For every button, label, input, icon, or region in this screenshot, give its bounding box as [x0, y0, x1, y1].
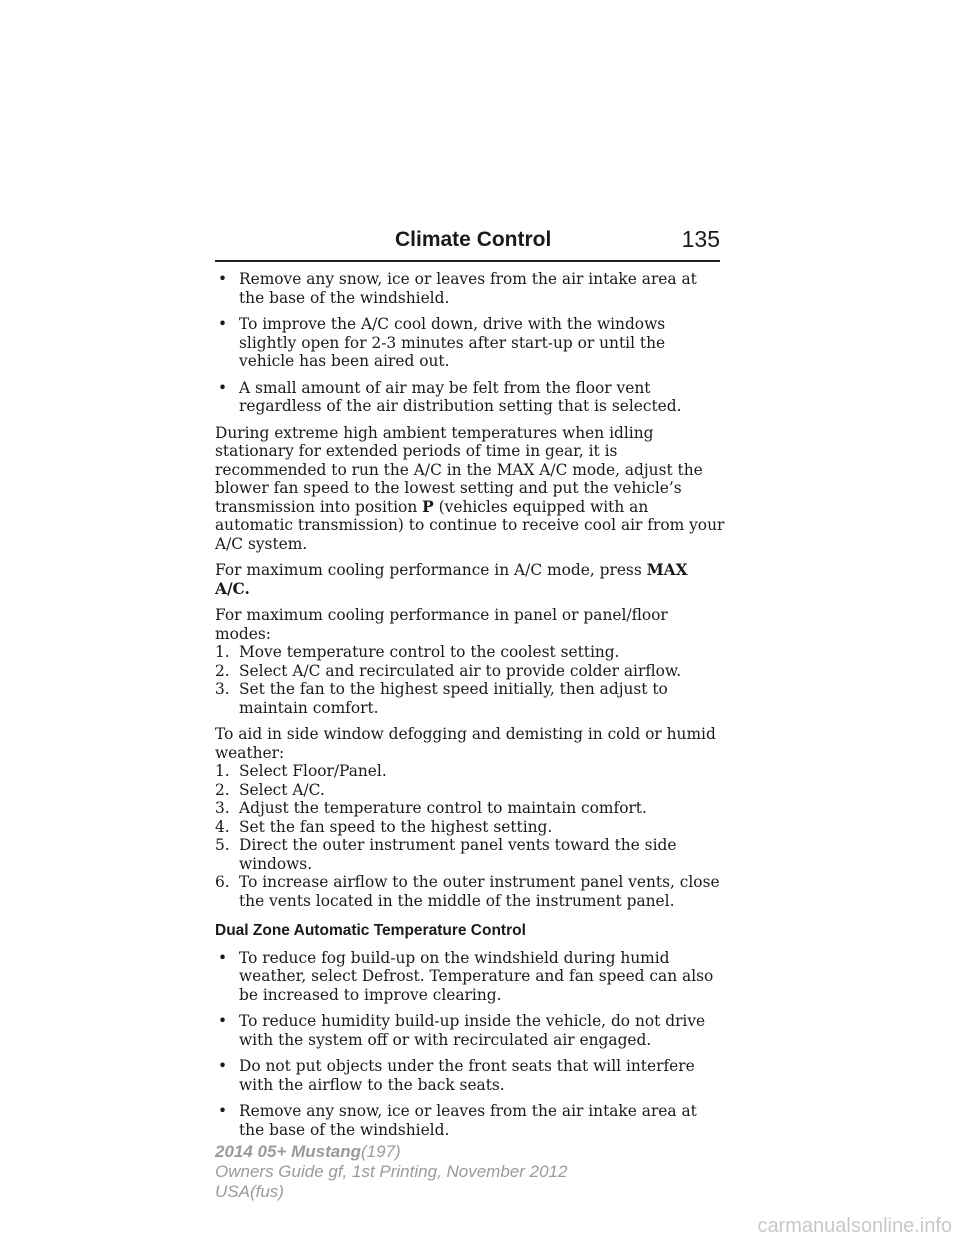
- bullet-item: [215, 1057, 725, 1094]
- bullet-item: [215, 315, 725, 371]
- step-number: 2.: [215, 661, 230, 680]
- bullet-text: To reduce fog build-up on the windshield during humid weather, select Defrost. Temperature and fan speed can also be increased to improve clearing.: [239, 948, 714, 1004]
- dual-zone-heading: Dual Zone Automatic Temperature Control: [215, 922, 526, 939]
- paragraph-text: During extreme high ambient temperatures when idling stationary for extended periods of time in gear, it is recommended to run the A/C in the MAX A/C mode, adjust the blower fan speed to the lowest setting and put the vehicle’s transmission into position: [215, 423, 703, 516]
- page-number: 135: [681, 226, 720, 252]
- step-text: Direct the outer instrument panel vents toward the side windows.: [239, 836, 677, 873]
- step-number: 3.: [215, 680, 230, 698]
- step-number: 2.: [215, 780, 230, 799]
- bullet-glyph: •: [218, 1012, 228, 1030]
- paragraph-text: For maximum cooling performance in A/C mode, press: [215, 561, 642, 579]
- step-text: Select A/C and recirculated air to provide colder airflow.: [239, 661, 682, 680]
- step-number: 1.: [215, 762, 230, 780]
- paragraph-idling: [215, 424, 725, 554]
- footer-line: [215, 1182, 567, 1202]
- bullet-text: Remove any snow, ice or leaves from the air intake area at the base of the windshield.: [239, 1102, 697, 1139]
- gear-position-p: P: [422, 497, 434, 516]
- list-item: [215, 799, 725, 818]
- step-number: 6.: [215, 873, 230, 891]
- step-number: 4.: [215, 817, 230, 836]
- print-footer: [215, 1142, 567, 1202]
- bullet-glyph: •: [218, 948, 228, 967]
- step-text: Select A/C.: [239, 780, 325, 799]
- bullet-text: Remove any snow, ice or leaves from the air intake area at the base of the windshield.: [239, 270, 697, 307]
- list-item: [215, 781, 725, 800]
- list-item: [215, 662, 725, 681]
- step-text: Select Floor/Panel.: [239, 762, 387, 780]
- paragraph-max-ac: [215, 561, 725, 598]
- paragraph-text: (vehicles equipped with an automatic transmission) to continue to receive cool air from your A/C system.: [215, 497, 725, 553]
- step-text: Move temperature control to the coolest setting.: [239, 643, 620, 661]
- bullet-glyph: •: [218, 1102, 228, 1120]
- section-title: Climate Control: [395, 228, 552, 251]
- bullet-glyph: •: [218, 1057, 228, 1075]
- list-item: [215, 680, 725, 717]
- footer-model: 2014 05+ Mustang: [215, 1142, 361, 1161]
- bullet-item: [215, 1012, 725, 1049]
- list-item: [215, 643, 725, 662]
- step-text: Set the fan speed to the highest setting.: [239, 817, 553, 836]
- bullet-item: [215, 270, 725, 307]
- bullet-glyph: •: [218, 378, 228, 397]
- step-number: 5.: [215, 836, 230, 854]
- bullet-item: [215, 1102, 725, 1139]
- step-text: To increase airflow to the outer instrument panel vents, close the vents located in the middle of the instrument panel.: [239, 873, 720, 910]
- list-item: [215, 836, 725, 873]
- cooling-steps: [215, 606, 725, 717]
- bullet-glyph: •: [218, 270, 228, 288]
- step-text: Set the fan to the highest speed initially, then adjust to maintain comfort.: [239, 680, 668, 717]
- bullet-text: To improve the A/C cool down, drive with the windows slightly open for 2-3 minutes after start-up or until the vehicle has been aired out.: [239, 315, 666, 370]
- footer-market-code: (fus): [249, 1182, 284, 1201]
- bullet-item: [215, 379, 725, 416]
- list-intro: To aid in side window defogging and demisting in cold or humid weather:: [215, 725, 716, 762]
- bullet-text: Do not put objects under the front seats that will interfere with the airflow to the back seats.: [239, 1057, 695, 1094]
- bullet-text: A small amount of air may be felt from the floor vent regardless of the air distribution setting that is selected.: [239, 378, 682, 415]
- step-number: 3.: [215, 799, 230, 817]
- bullet-item: [215, 949, 725, 1005]
- bullet-text: To reduce humidity build-up inside the vehicle, do not drive with the system off or with recirculated air engaged.: [239, 1012, 706, 1049]
- page-header: [215, 226, 720, 262]
- page-content: [215, 270, 725, 1147]
- list-item: [215, 762, 725, 781]
- step-text: Adjust the temperature control to maintain comfort.: [239, 799, 647, 817]
- footer-line: Owners Guide gf, 1st Printing, November 2012: [215, 1162, 568, 1181]
- footer-page-ref: (197): [361, 1142, 401, 1161]
- max-ac-label: MAX A/C.: [215, 561, 688, 598]
- list-item: [215, 873, 725, 910]
- footer-market: USA: [215, 1182, 250, 1201]
- defog-steps: [215, 725, 725, 910]
- footer-line: [215, 1142, 567, 1162]
- site-watermark: carmanualsonline.info: [757, 1215, 952, 1237]
- step-number: 1.: [215, 643, 230, 661]
- list-item: [215, 818, 725, 837]
- bullet-glyph: •: [218, 315, 228, 333]
- list-intro: For maximum cooling performance in panel or panel/floor modes:: [215, 606, 668, 643]
